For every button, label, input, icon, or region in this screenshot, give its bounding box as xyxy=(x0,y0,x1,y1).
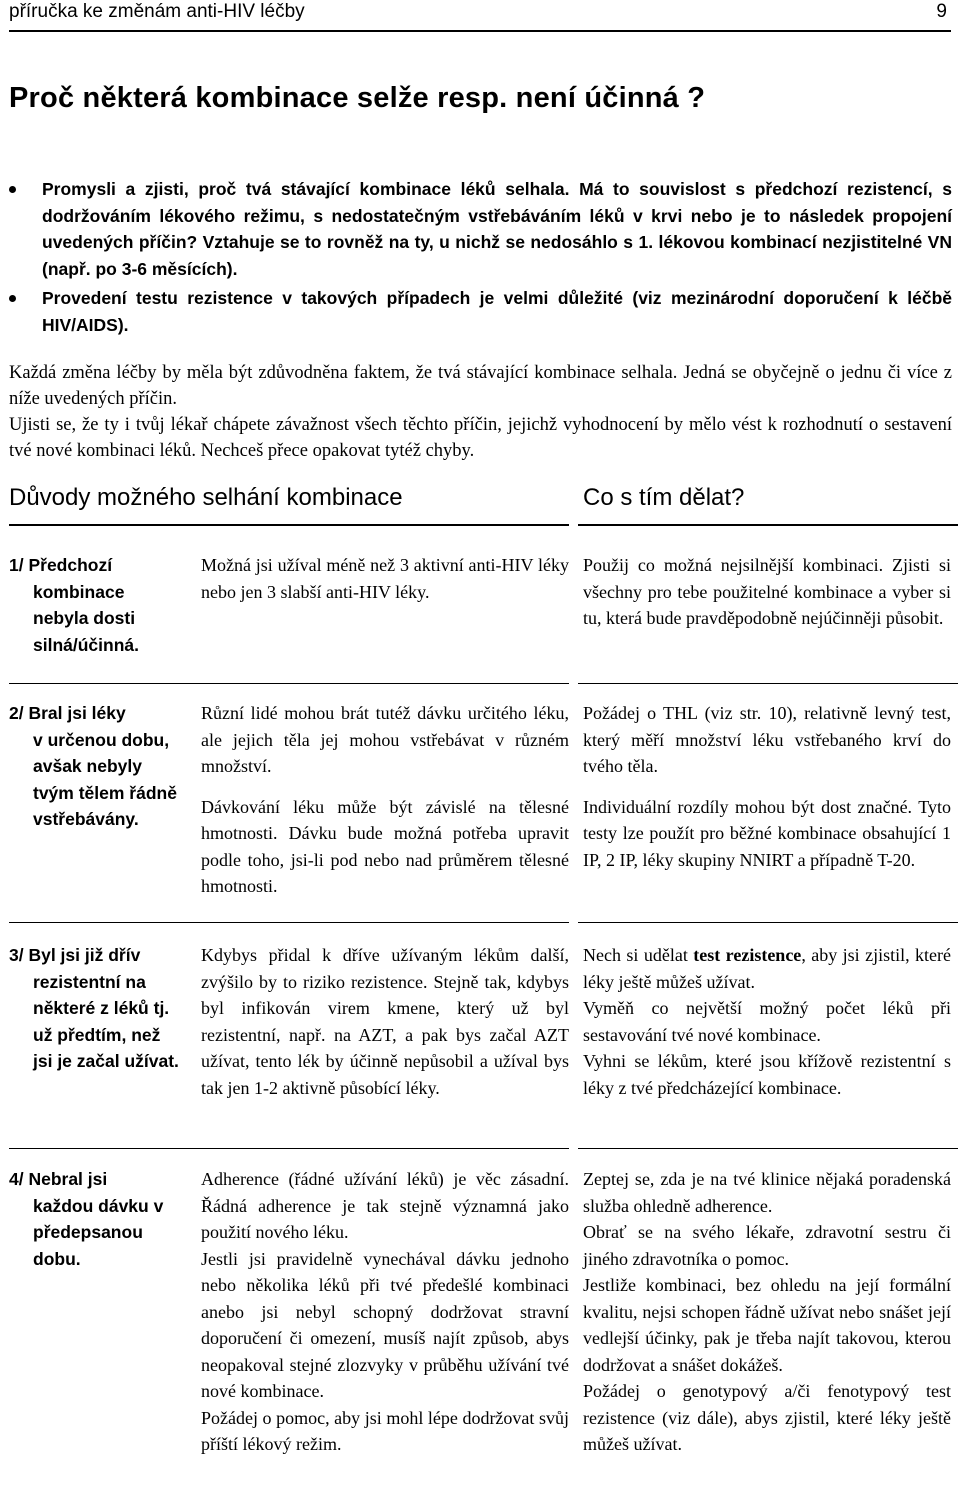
cause-text: kombinace nebyla dosti silná/účinná. xyxy=(33,581,139,655)
bullet-item xyxy=(9,285,952,338)
action-cell xyxy=(583,942,951,1101)
row-divider xyxy=(9,922,569,923)
page-header xyxy=(9,0,951,32)
explanation-cell xyxy=(201,700,569,900)
action-text xyxy=(583,942,951,995)
action-cell xyxy=(583,700,951,873)
explanation-text: Různí lidé mohou brát tutéž dávku určitého léku, ale jejich těla jej mohou vstřebávat v různém množství. xyxy=(201,703,569,776)
action-text: Požádej o genotypový a/či fenotypový test rezistence (viz dále), abys zjistil, které léky ještě můžeš užívat. xyxy=(583,1381,951,1454)
explanation-text: Adherence (řádné užívání léků) je věc zásadní. Řádná adherence je tak stejně významná jako použití nového léku. xyxy=(201,1169,569,1242)
action-text: Zeptej se, zda je na tvé klinice nějaká poradenská služba ohledně adherence. xyxy=(583,1169,951,1216)
action-text-bold: test rezistence xyxy=(693,945,802,965)
action-text: Jestliže kombinaci, bez ohledu na její formální kvalitu, nejsi schopen řádně užívat nebo snášet její vedlejší účinky, pak je třeba najít takovou, kterou dodržovat a snášet dokážeš. xyxy=(583,1275,951,1375)
bullet-list xyxy=(9,176,952,341)
bullet-icon xyxy=(9,295,16,302)
cause-cell xyxy=(9,700,179,833)
row-divider xyxy=(578,1148,958,1149)
action-text: Individuální rozdíly mohou být dost značné. Tyto testy lze použít pro běžné kombinace obsahující 1 IP, 2 IP, léky skupiny NNIRT a případně T-20. xyxy=(583,796,951,870)
page-title: Proč některá kombinace selže resp. není účinná ? xyxy=(9,82,706,114)
cause-text: rezistentní na některé z léků tj. už předtím, než jsi je začal užívat. xyxy=(33,971,179,1071)
actions-heading: Co s tím dělat? xyxy=(583,484,745,511)
explanation-text: Kdybys přidal k dříve užívaným lékům další, zvýšilo by to riziko rezistence. Stejně tak, kdybys byl infikován virem kmene, který už byl rezistentní, např. na AZT, a pak bys začal AZT užívat, tento lék by účinně nepůsobil a užíval bys tak jen 1-2 aktivně působící léky. xyxy=(201,945,569,1098)
action-cell xyxy=(583,552,951,632)
bullet-text: Promysli a zjisti, proč tvá stávající kombinace léků selhala. Má to souvislost s předchozí rezistencí, s dodržováním lékového režimu, s nedostatečným vstřebáváním léků v krvi nebo je to následek propojení uvedených příčin? Vztahuje se to rovněž na ty, u nichž se nedosáhlo s 1. lékovou kombinací nezjistitelné VN (např. po 3-6 měsících). xyxy=(42,179,952,279)
explanation-text: Možná jsi užíval méně než 3 aktivní anti-HIV léky nebo jen 3 slabší anti-HIV léky. xyxy=(201,555,569,602)
bullet-item xyxy=(9,176,952,282)
bullet-icon xyxy=(9,186,16,193)
action-text: Vyhni se lékům, které jsou křížově rezistentní s léky z tvé předcházející kombinace. xyxy=(583,1051,951,1098)
explanation-cell xyxy=(201,1166,569,1458)
action-text-suffix: , aby jsi zjistil, které léky ještě můžeš užívat. xyxy=(583,945,952,992)
row-divider xyxy=(578,922,958,923)
bullet-text: Provedení testu rezistence v takových případech je velmi důležité (viz mezinárodní doporučení k léčbě HIV/AIDS). xyxy=(42,288,952,335)
header-title: příručka ke změnám anti-HIV léčby xyxy=(9,1,305,22)
action-text: Použij co možná nejsilnější kombinaci. Zjisti si všechny pro tebe použitelné kombinace a vyber si tu, která bude pravděpodobně nejúčinněji působit. xyxy=(583,555,951,628)
page-number: 9 xyxy=(936,1,947,22)
action-text: Požádej o THL (viz str. 10), relativně levný test, který měří množství léku vstřebaného krví do tvého těla. xyxy=(583,703,951,776)
intro-paragraph: Ujisti se, že ty i tvůj lékař chápete závažnost všech těchto příčin, jejichž vyhodnocení by mělo vést k rozhodnutí o sestavení tvé nové kombinaci léků. Nechceš přece opakovat tytéž chyby. xyxy=(9,415,952,461)
explanation-cell xyxy=(201,552,569,605)
cause-title: 4/ Nebral jsi xyxy=(9,1169,108,1189)
causes-heading: Důvody možného selhání kombinace xyxy=(9,484,403,511)
cause-cell xyxy=(9,1166,179,1272)
action-text: Vyměň co největší možný počet léků při sestavování tvé nové kombinace. xyxy=(583,998,951,1045)
cause-title: 2/ Bral jsi léky xyxy=(9,703,126,723)
explanation-text: Dávkování léku může být závislé na tělesné hmotnosti. Dávku bude možná potřeba upravit podle toho, jsi-li pod nebo nad průměrem tělesné hmotnosti. xyxy=(201,796,569,896)
explanation-cell xyxy=(201,942,569,1101)
explanation-text: Jestli jsi pravidelně vynechával dávku jednoho nebo několika léků při tvé předešlé kombinaci anebo jsi nebyl schopný dodržovat stravní doporučení či omezení, musíš najít způsob, abys neopakoval stejné zlozvyky v průběhu užívání tvé nové kombinace. xyxy=(201,1248,569,1401)
cause-title: 1/ Předchozí xyxy=(9,555,113,575)
heading-rule xyxy=(578,524,958,526)
intro-paragraph: Každá změna léčby by měla být zdůvodněna faktem, že tvá stávající kombinace selhala. Jedná se obyčejně o jednu či více z níže uvedených příčin. xyxy=(9,363,952,409)
action-text-prefix: Nech si udělat xyxy=(583,945,694,965)
explanation-text: Požádej o pomoc, aby jsi mohl lépe dodržovat svůj příští lékový režim. xyxy=(201,1407,569,1454)
cause-cell xyxy=(9,942,179,1075)
cause-cell xyxy=(9,552,179,658)
cause-text: v určenou dobu, avšak nebyly tvým tělem řádně vstřebávány. xyxy=(33,729,177,829)
heading-rule xyxy=(9,524,569,526)
cause-text: každou dávku v předepsanou dobu. xyxy=(33,1195,164,1269)
action-text: Obrať se na svého lékaře, zdravotní sestru či jiného zdravotníka o pomoc. xyxy=(583,1222,951,1269)
row-divider xyxy=(578,683,958,684)
action-cell xyxy=(583,1166,951,1458)
row-divider xyxy=(9,683,569,684)
row-divider xyxy=(9,1148,569,1149)
cause-title: 3/ Byl jsi již dřív xyxy=(9,945,141,965)
